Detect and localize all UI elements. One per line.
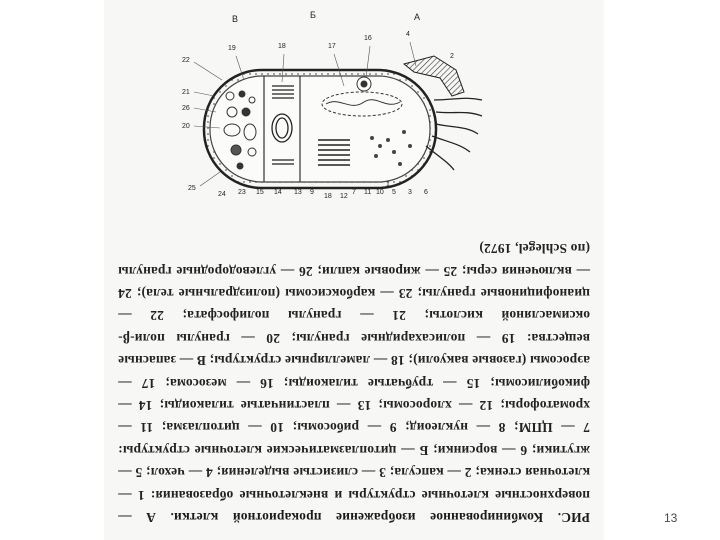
label-v: В	[232, 14, 239, 24]
num-11: 11	[364, 189, 372, 196]
num-15: 15	[256, 189, 264, 196]
num-6: 6	[424, 189, 428, 196]
num-16-top: 16	[364, 35, 372, 42]
caption-title: РИС. Комбинированное изображение прокариотной клетки.	[170, 510, 590, 525]
caption-body: А — поверхностные клеточные структуры и внеклеточные образования: 1 — клеточная стенка; 2 — капсула; 3 — слизистые выделения; 4 — чехол; 5 — жгутики; 6 — ворсинки; Б — цитоплазматические клеточные структуры: 7 — ЦПМ; 8 — нуклеоид; 9 — рибосомы; 10 — цитоплазма; 11 — хроматофоры; 12 — хлоросомы; 13 — пластинчатые тилакоиды; 14 — фикобилисомы; 15 — трубчатые тилакоиды; 16 — мезосома; 17 — аэросомы (газовые вакуоли); 18 — ламеллярные структуры; В — запасные вещества: 19 — полисахаридные гранулы; 20 — гранулы поли-β-оксимасляной кислоты; 21 — гранулы полифосфата; 22 — цианофициновые гранулы; 23 — карбоксисомы (полиэдральные тела); 24 — включения серы; 25 — жировые капли; 26 — углеводородные гранулы (по Schlegel, 1972)	[118, 241, 590, 525]
num-19: 19	[228, 45, 236, 52]
num-18-bottom: 18	[324, 193, 332, 200]
num-12: 12	[340, 193, 348, 200]
cell-outline	[204, 70, 436, 188]
num-20: 20	[182, 123, 190, 130]
num-2: 2	[450, 53, 454, 60]
figure-caption	[108, 237, 600, 534]
num-1: 1	[386, 181, 390, 188]
num-9: 9	[310, 189, 314, 196]
label-a: А	[414, 12, 421, 22]
num-26: 26	[182, 105, 190, 112]
page-number: 13	[664, 511, 678, 525]
prokaryotic-cell-figure	[104, 0, 604, 240]
num-5: 5	[392, 189, 396, 196]
caption-region	[108, 241, 600, 534]
scanned-page	[104, 0, 604, 540]
num-25: 25	[188, 185, 196, 192]
num-23: 23	[238, 189, 246, 196]
num-18-top: 18	[278, 43, 286, 50]
num-3: 3	[408, 189, 412, 196]
num-7: 7	[352, 189, 356, 196]
num-10: 10	[376, 189, 384, 196]
num-14: 14	[274, 189, 282, 196]
num-4: 4	[406, 31, 410, 38]
num-24: 24	[218, 191, 226, 198]
num-22: 22	[182, 57, 190, 64]
num-21: 21	[182, 89, 190, 96]
num-13: 13	[294, 189, 302, 196]
num-17: 17	[328, 43, 336, 50]
label-b: Б	[310, 10, 316, 20]
